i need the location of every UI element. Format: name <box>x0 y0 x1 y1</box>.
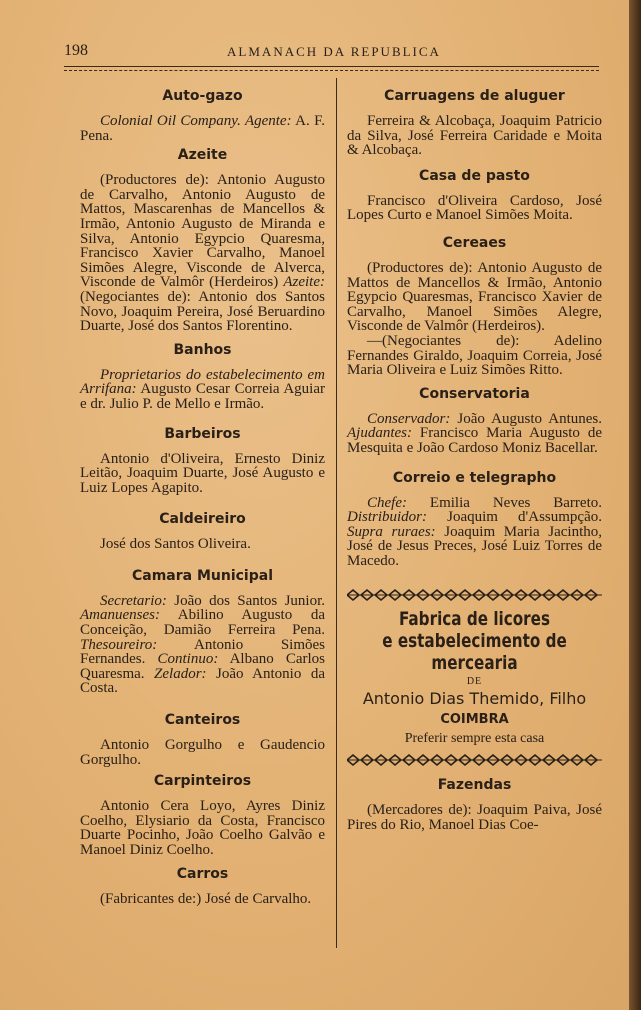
section-body-correio-e-telegrapho: Chefe: Emilia Neves Barreto. Distribuidor: Joaquim d'Assumpção. Supra ruraes: Joaquim Maria Jacintho, José de Jesus Preces, José Luiz Torres de Macedo. <box>347 494 602 569</box>
section-heading-correio-e-telegrapho: Correio e telegrapho <box>392 469 557 486</box>
advert-city: COIMBRA <box>440 712 509 728</box>
section-heading-carruagens-de-aluguer: Carruagens de aluguer <box>384 88 565 104</box>
section-heading-canteiros: Canteiros <box>164 712 241 729</box>
section-body-camara-municipal: Secretario: João dos Santos Junior. Amanuenses: Abilino Augusto da Conceição, Damião Ferreira Pena. Thesoureiro: Antonio Simões Fernandes. Continuo: Albano Carlos Quaresma. Zelador: João Antonio da Costa. <box>80 592 325 697</box>
section-body-fazendas: (Mercadores de): Joaquim Paiva, José Pires do Rio, Manoel Dias Coe- <box>347 802 602 834</box>
section-body-carpinteiros: Antonio Cera Loyo, Ayres Diniz Coelho, Elysiario da Costa, Francisco Duarte Pocinho, João Coelho Galvão e Manoel Diniz Coelho. <box>80 798 325 858</box>
advert-proprietor: Antonio Dias Themido, Filho <box>362 689 587 709</box>
advert-line-1: Fabrica de licores <box>398 608 551 631</box>
advert-tagline: Preferir sempre esta casa <box>404 731 545 747</box>
section-body-carruagens-de-aluguer: Ferreira & Alcobaça, Joaquim Patricio da Silva, José Ferreira Caridade e Moita & Alcobaça. <box>347 113 602 159</box>
running-head: ALMANACH DA REPUBLICA <box>227 44 441 59</box>
section-heading-fazendas: Fazendas <box>437 777 512 794</box>
advert-line-2: e estabelecimento de mercearia <box>382 630 567 675</box>
section-body-cereaes: (Productores de): Antonio Augusto de Mattos de Mancellos & Irmão, Antonio Egypcio Quaresmas, Francisco Xavier de Carvalho, Manoel Simões Alegre, Visconde de Valmôr (Herdeiros). <box>347 259 602 335</box>
section-heading-caldeireiro: Caldeireiro <box>159 511 246 528</box>
book-spine-edge <box>629 0 641 1010</box>
section-heading-auto-gazo: Auto-gazo <box>162 88 243 104</box>
right-column-entries <box>347 88 602 568</box>
ornament-divider-bottom <box>347 751 602 769</box>
section-body-conservatoria: Conservador: João Augusto Antunes. Ajudantes: Francisco Maria Augusto de Mesquita e João Cardoso Moniz Bacellar. <box>347 410 602 456</box>
section-heading-camara-municipal: Camara Municipal <box>131 567 273 584</box>
section-heading-azeite: Azeite <box>177 147 228 164</box>
right-column <box>347 88 602 833</box>
section-body-azeite: (Productores de): Antonio Augusto de Carvalho, Antonio Augusto de Mattos, Mascarenhas de Mancellos & Irmão, Antonio Augusto de Miranda e Silva, Antonio Egypcio Quaresma, Francisco Xavier Carvalho, Manoel Simões Alegre, Visconde de Alverca, Visconde de Valmôr (Herdeiros) Azeite: (Negociantes de): Antonio dos Santos Novo, Joaquim Pereira, José Beruardino Duarte, José dos Santos Florentino. <box>80 172 325 335</box>
section-heading-carpinteiros: Carpinteiros <box>153 773 252 790</box>
section-heading-conservatoria: Conservatoria <box>419 385 530 402</box>
section-body-banhos: Proprietarios do estabelecimento em Arrifana: Augusto Cesar Correia Aguiar e dr. Julio P. de Mello e Irmão. <box>80 366 325 412</box>
page-number: 198 <box>64 42 88 59</box>
section-heading-banhos: Banhos <box>173 341 232 358</box>
section-heading-casa-de-pasto: Casa de pasto <box>419 167 530 184</box>
ornament-divider-top <box>347 586 602 604</box>
advertisement <box>347 608 602 747</box>
section-body-carros: (Fabricantes de:) José de Carvalho. <box>100 890 312 907</box>
column-divider <box>336 78 337 948</box>
advert-de: DE <box>466 676 483 688</box>
page-header <box>64 42 604 64</box>
section-heading-carros: Carros <box>176 865 229 882</box>
section-heading-cereaes: Cereaes <box>442 234 507 251</box>
left-column <box>80 88 325 906</box>
section-body-canteiros: Antonio Gorgulho e Gaudencio Gorgulho. <box>80 737 325 768</box>
section-body-extra-cereaes: —(Negociantes de): Adelino Fernandes Giraldo, Joaquim Correia, José Maria Oliveira e Luiz Simões Ritto. <box>347 332 602 379</box>
right-column-tail <box>347 777 602 832</box>
section-body-auto-gazo: Colonial Oil Company. Agente: A. F. Pena. <box>80 113 325 144</box>
header-rule <box>64 66 599 71</box>
section-body-caldeireiro: José dos Santos Oliveira. <box>100 536 251 553</box>
section-heading-barbeiros: Barbeiros <box>164 425 241 442</box>
section-body-barbeiros: Antonio d'Oliveira, Ernesto Diniz Leitão, Joaquim Duarte, José Augusto e Luiz Lopes Agapito. <box>80 450 325 496</box>
section-body-casa-de-pasto: Francisco d'Oliveira Cardoso, José Lopes Curto e Manoel Simões Moita. <box>347 192 602 224</box>
